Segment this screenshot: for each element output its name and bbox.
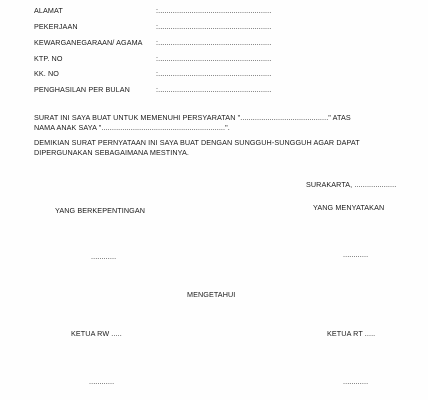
form-row-ktp [34, 54, 294, 64]
statement-purpose [34, 113, 394, 132]
field-label: PEKERJAAN [34, 22, 78, 31]
statement-line: DEMIKIAN SURAT PERNYATAAN INI SAYA BUAT DENGAN SUNGGUH-SUNGGUH AGAR DAPAT [34, 138, 360, 147]
place-date: SURAKARTA, .................... [306, 180, 397, 189]
ketua-rt-label: KETUA RT ..... [327, 329, 376, 338]
field-label: PENGHASILAN PER BULAN [34, 85, 130, 94]
ketua-rw-label: KETUA RW ..... [71, 329, 122, 338]
field-blank: :...................................................... [156, 69, 272, 78]
field-label: ALAMAT [34, 6, 63, 15]
signature-blank-right: ............ [343, 250, 369, 259]
form-row-pekerjaan [34, 22, 294, 32]
signer-left-title: YANG BERKEPENTINGAN [55, 206, 146, 215]
statement-closing [34, 138, 394, 157]
form-row-kewarganegaraan [34, 38, 294, 48]
field-blank: :...................................................... [156, 22, 272, 31]
signer-right-title: YANG MENYATAKAN [313, 203, 385, 212]
signature-blank-left: ............ [91, 252, 117, 261]
statement-line: DIPERGUNAKAN SEBAGAIMANA MESTINYA. [34, 147, 190, 157]
field-blank: :...................................................... [156, 85, 272, 94]
statement-line: SURAT INI SAYA BUAT UNTUK MEMENUHI PERSYARATAN ".........................................." ATAS [34, 113, 351, 122]
acknowledge-heading: MENGETAHUI [187, 290, 236, 299]
field-blank: :...................................................... [156, 6, 272, 15]
form-row-penghasilan [34, 85, 294, 95]
field-label: KEWARGANEGARAAN/ AGAMA [34, 38, 143, 47]
signature-blank-rw: ............ [89, 377, 115, 386]
form-row-kk [34, 69, 294, 79]
field-label: KTP. NO [34, 54, 63, 63]
field-blank: :...................................................... [156, 54, 272, 63]
form-row-alamat [34, 6, 294, 16]
field-label: KK. NO [34, 69, 59, 78]
statement-line: NAMA ANAK SAYA "...........................................................". [34, 122, 230, 132]
signature-blank-rt: ............ [343, 377, 369, 386]
field-blank: :...................................................... [156, 38, 272, 47]
